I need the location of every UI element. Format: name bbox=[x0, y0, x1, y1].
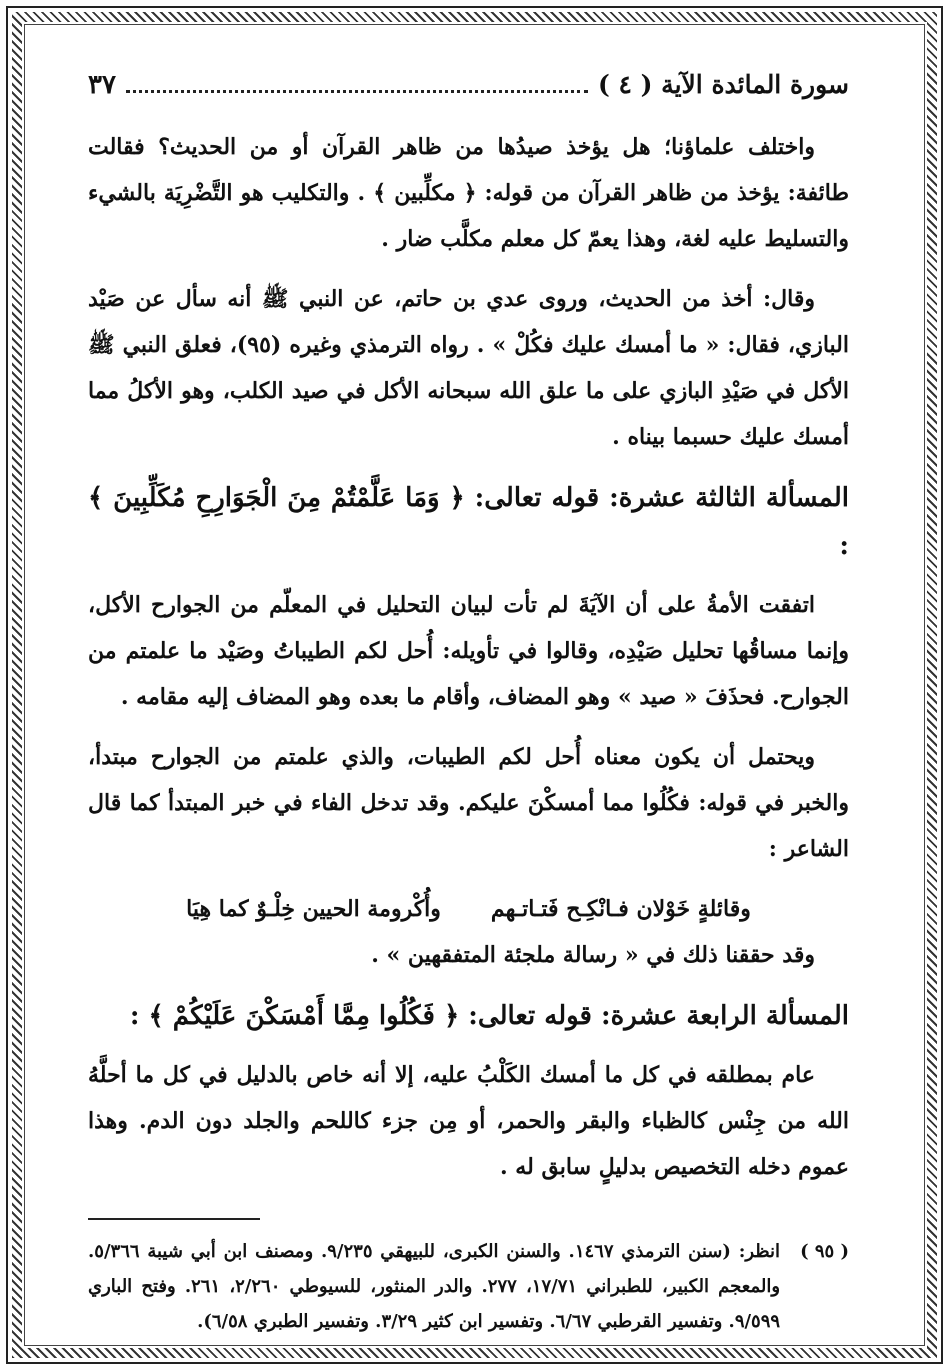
running-header bbox=[88, 70, 849, 110]
header-title: سورة المائدة الآية ( ٤ ) bbox=[597, 70, 849, 99]
paragraph-3: اتفقت الأمةُ على أن الآيَةَ لم تأت لبيان التحليل في المعلّم من الجوارح الأكل، وإنما مساقُها تحليل صَيْدِه، وقالوا في تأويله: أُحل لكم الطيباتُ وصَيْد ما علمتم من الجوارح. فحذَفَ « صيد » وهو المضاف، وأقام ما بعده وهو المضاف إليه مقامه . bbox=[88, 592, 849, 710]
section-heading-13: المسألة الثالثة عشرة: قوله تعالى: ﴿ وَمَا عَلَّمْتُمْ مِنَ الْجَوَارِحِ مُكَلِّبِينَ ﴾ : bbox=[88, 483, 849, 561]
paragraph-4: ويحتمل أن يكون معناه أُحل لكم الطيبات، والذي علمتم من الجوارح مبتدأ، والخبر في قوله: فكُلُوا مما أمسكْنَ عليكم. وقد تدخل الفاء في خبر المبتدأ كما قال الشاعر : bbox=[88, 744, 849, 862]
footnote bbox=[88, 1234, 849, 1339]
page-number: ٣٧ bbox=[88, 70, 116, 100]
poem-verse bbox=[88, 886, 849, 932]
footnote-number: ( ٩٥ ) bbox=[800, 1241, 849, 1262]
paragraph-5: وقد حققنا ذلك في « رسالة ملجئة المتفقهين » . bbox=[371, 942, 815, 968]
poem-hemistich-second: وأُكْرومة الحيين خِلْـوٌ كما هِيَا bbox=[186, 896, 441, 922]
footnote-text: انظر: (سنن الترمذي ١٤٦٧. والسنن الكبرى، للبيهقي ٩/٢٣٥. ومصنف ابن أبي شيبة ٥/٣٦٦. والمعجم الكبير، للطبراني ١٧/٧١، ٢٧٧. والدر المنثور، للسيوطي ٢/٢٦٠، ٢٦١. وفتح الباري ٩/٥٩٩. وتفسير القرطبي ٦/٦٧. وتفسير ابن كثير ٣/٢٩. وتفسير الطبري ٦/٥٨). bbox=[88, 1241, 781, 1332]
paragraph-6: عام بمطلقه في كل ما أمسك الكَلْبُ عليه، إلا أنه خاص بالدليل في كل ما أحلَّهُ الله من جِنْس كالظباء والبقر والحمر، أو مِن جزء كاللحم والجلد دون الدم. وهذا عموم دخله التخصيص بدليلٍ سابق له . bbox=[88, 1062, 849, 1180]
footnote-separator bbox=[88, 1218, 260, 1220]
poem-hemistich-first: وقائلةٍ خَوْلان فـانْكِـح فَتـاتـهم bbox=[490, 896, 751, 922]
section-heading-14: المسألة الرابعة عشرة: قوله تعالى: ﴿ فَكُلُوا مِمَّا أَمْسَكْنَ عَلَيْكُمْ ﴾ : bbox=[129, 1001, 849, 1031]
paragraph-2: وقال: أخذ من الحديث، وروى عدي بن حاتم، عن النبي ﷺ أنه سأل عن صَيْد البازي، فقال: « ما أمسك عليك فكُلْ » . رواه الترمذي وغيره (٩٥)، فعلق النبي ﷺ الأكل في صَيْدِ البازي على ما علق الله سبحانه الأكل في صيد الكلب، وهو الأكلُ مما أمسك عليك حسبما بيناه . bbox=[88, 286, 849, 450]
paragraph-1: واختلف علماؤنا؛ هل يؤخذ صيدُها من ظاهر القرآن أو من الحديث؟ فقالت طائفة: يؤخذ من ظاهر القرآن من قوله: ﴿ مكلِّبين ﴾ . والتكليب هو التَّضْرِيَة بالشيء والتسليط عليه لغة، وهذا يعمّ كل معلم مكلَّب ضار . bbox=[88, 134, 849, 252]
header-dot-leader bbox=[126, 89, 588, 93]
page-content bbox=[88, 70, 849, 1332]
